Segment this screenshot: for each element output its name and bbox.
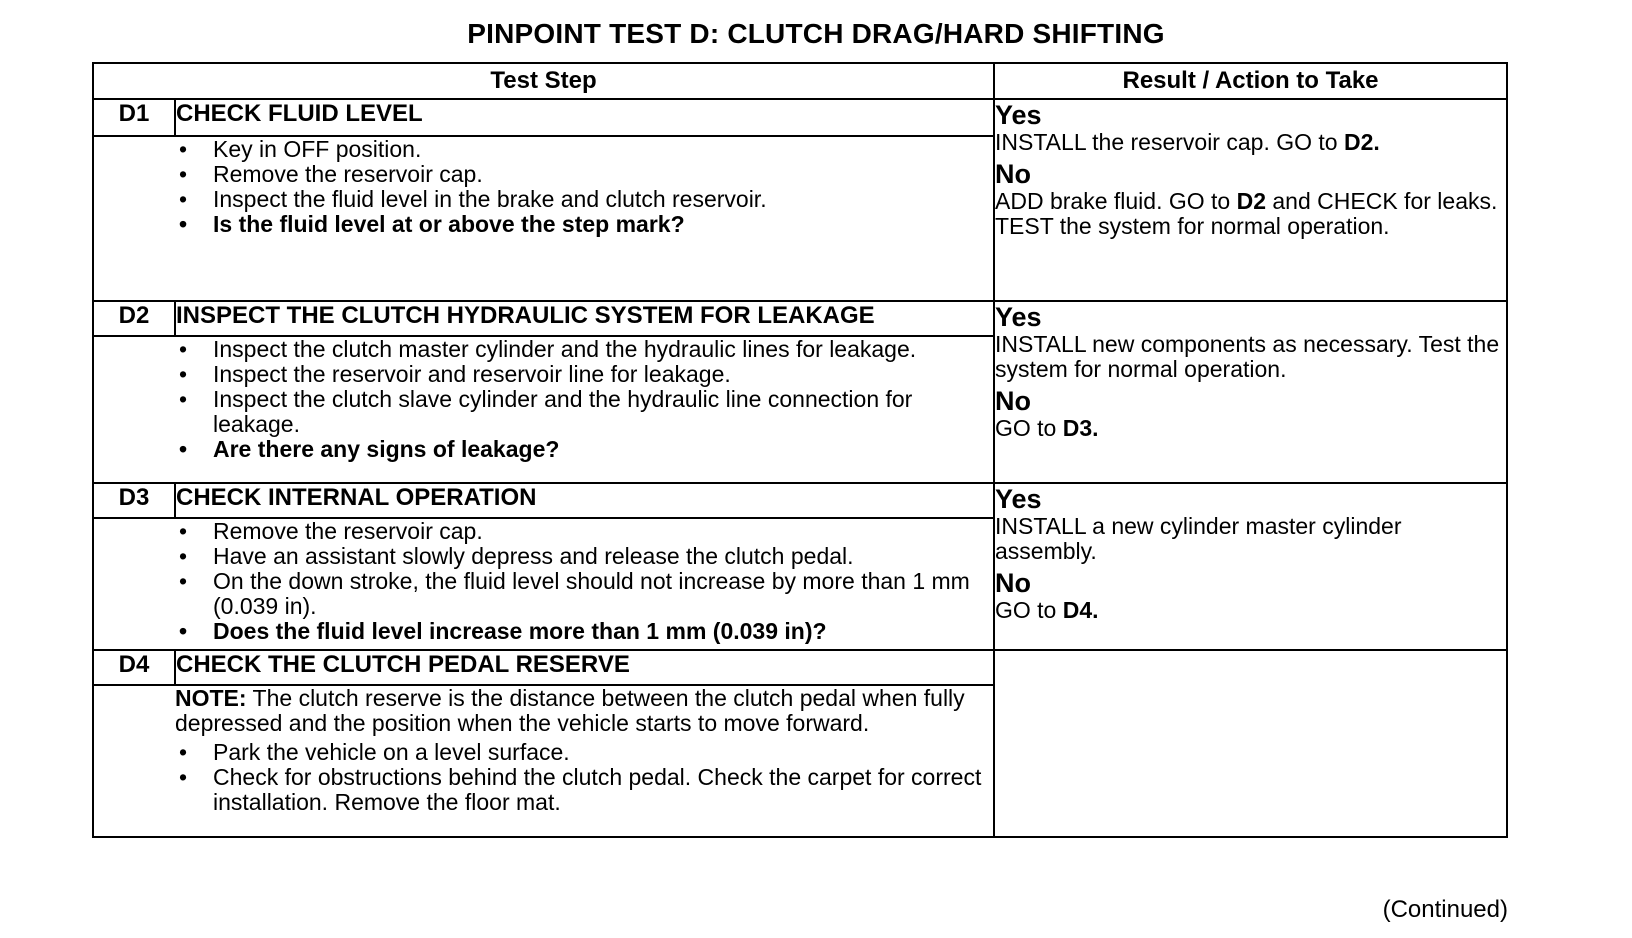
step-d3-header-row (93, 483, 1507, 518)
step-question: • Are there any signs of leakage? (175, 437, 993, 462)
step-id-spacer (93, 518, 175, 650)
no-action: GO to D3. (995, 415, 1099, 441)
step-d2-header-row (93, 301, 1507, 336)
list-item: • Inspect the clutch slave cylinder and the hydraulic line connection for leakage. (175, 387, 993, 437)
list-item: • Inspect the reservoir and reservoir line for leakage. (175, 362, 993, 387)
yes-action: INSTALL new components as necessary. Test the system for normal operation. (995, 331, 1500, 382)
test-step-header: Test Step (93, 63, 994, 99)
step-id: D1 (93, 99, 175, 136)
no-label: No (995, 386, 1031, 416)
step-d4-result (994, 650, 1507, 837)
step-d3-instructions (175, 518, 994, 650)
step-d1-instructions (175, 136, 994, 301)
no-label: No (995, 159, 1031, 189)
step-id-spacer (93, 336, 175, 483)
step-d2-result (994, 301, 1507, 483)
list-item: • Have an assistant slowly depress and release the clutch pedal. (175, 544, 993, 569)
yes-action: INSTALL a new cylinder master cylinder assembly. (995, 513, 1402, 564)
step-id: D2 (93, 301, 175, 336)
yes-action: INSTALL the reservoir cap. GO to D2. (995, 129, 1380, 155)
step-question: • Is the fluid level at or above the step mark? (175, 212, 993, 237)
pinpoint-test-table (92, 62, 1508, 838)
step-id: D4 (93, 650, 175, 685)
list-item: • Inspect the fluid level in the brake and clutch reservoir. (175, 187, 993, 212)
no-label: No (995, 568, 1031, 598)
page-title: PINPOINT TEST D: CLUTCH DRAG/HARD SHIFTING (467, 18, 1165, 49)
no-action: ADD brake fluid. GO to D2 and CHECK for leaks. TEST the system for normal operation. (995, 188, 1498, 239)
step-d1-header-row (93, 99, 1507, 136)
list-item: • Check for obstructions behind the clutch pedal. Check the carpet for correct installation. Remove the floor mat. (175, 765, 993, 815)
list-item: • Inspect the clutch master cylinder and the hydraulic lines for leakage. (175, 337, 993, 362)
list-item: • Key in OFF position. (175, 137, 993, 162)
step-question: • Does the fluid level increase more than 1 mm (0.039 in)? (175, 619, 993, 644)
step-d1-result (994, 99, 1507, 301)
step-d4-instructions (175, 685, 994, 837)
step-id: D3 (93, 483, 175, 518)
step-heading: INSPECT THE CLUTCH HYDRAULIC SYSTEM FOR LEAKAGE (175, 301, 994, 336)
step-d4-header-row (93, 650, 1507, 685)
list-item: • Park the vehicle on a level surface. (175, 740, 993, 765)
list-item: • Remove the reservoir cap. (175, 162, 993, 187)
list-item: • On the down stroke, the fluid level should not increase by more than 1 mm (0.039 in). (175, 569, 993, 619)
list-item: • Remove the reservoir cap. (175, 519, 993, 544)
step-d2-instructions (175, 336, 994, 483)
yes-label: Yes (995, 302, 1042, 332)
yes-label: Yes (995, 100, 1042, 130)
step-d3-result (994, 483, 1507, 650)
step-heading: CHECK THE CLUTCH PEDAL RESERVE (175, 650, 994, 685)
step-heading: CHECK FLUID LEVEL (175, 99, 994, 136)
continued-label: (Continued) (1382, 896, 1508, 923)
yes-label: Yes (995, 484, 1042, 514)
result-header: Result / Action to Take (994, 63, 1507, 99)
note: NOTE: The clutch reserve is the distance between the clutch pedal when fully depressed and the position when the vehicle starts to move forward. (175, 685, 965, 736)
no-action: GO to D4. (995, 597, 1099, 623)
step-heading: CHECK INTERNAL OPERATION (175, 483, 994, 518)
step-id-spacer (93, 685, 175, 837)
step-id-spacer (93, 136, 175, 301)
